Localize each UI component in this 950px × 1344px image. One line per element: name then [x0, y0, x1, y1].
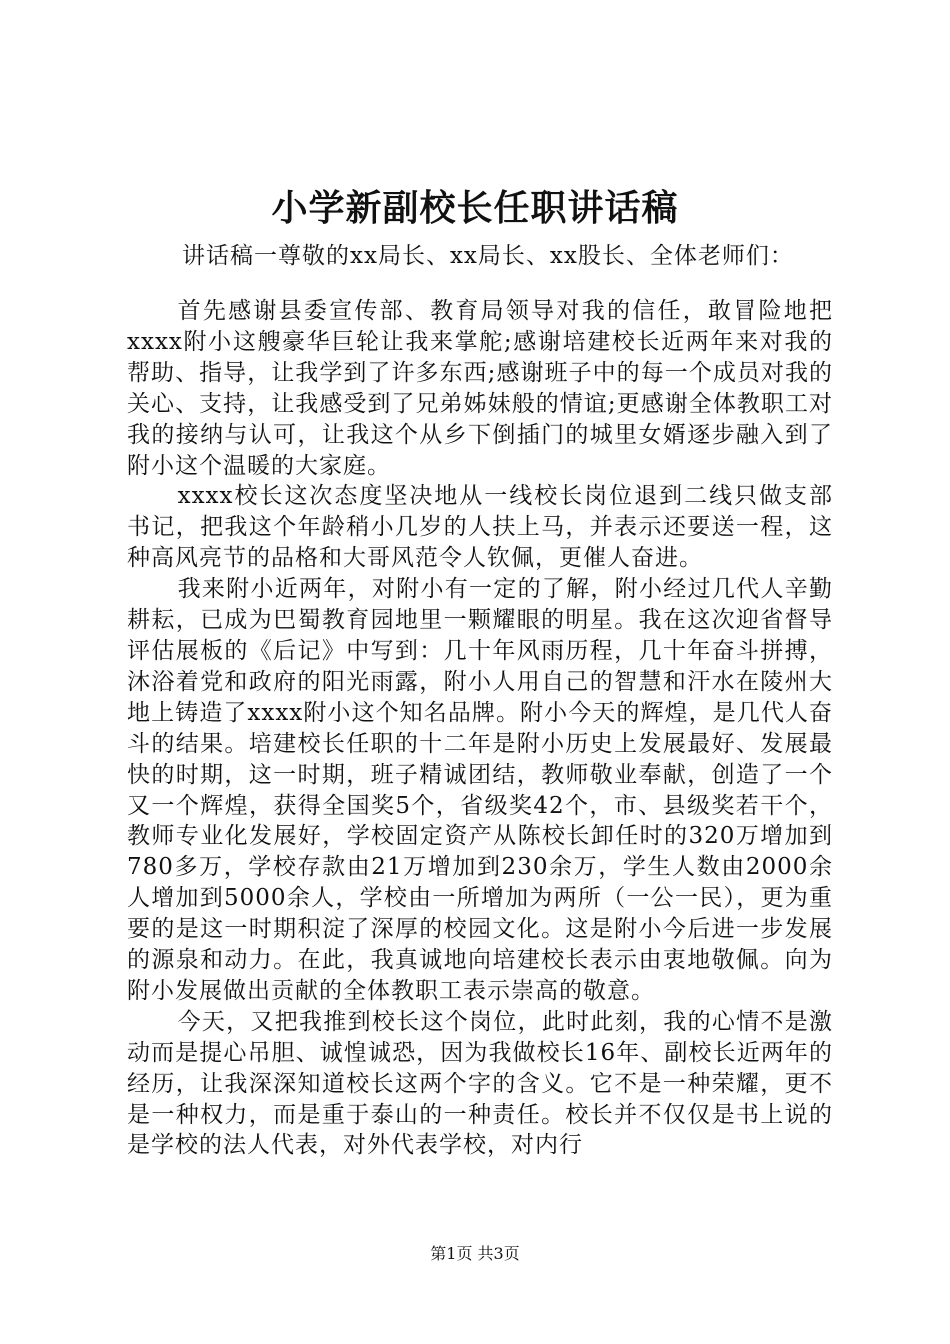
paragraph-2: xxxx校长这次态度坚决地从一线校长岗位退到二线只做支部书记，把我这个年龄稍小几岁的人扶上马，并表示还要送一程，这种高风亮节的品格和大哥风范令人钦佩，更催人奋进。 — [127, 483, 833, 572]
paragraph-3: 我来附小近两年，对附小有一定的了解，附小经过几代人辛勤耕耘，已成为巴蜀教育园地里一颗耀眼的明星。我在这次迎省督导评估展板的《后记》中写到：几十年风雨历程，几十年奋斗拼搏，沐浴着党和政府的阳光雨露，附小人用自己的智慧和汗水在陵州大地上铸造了xxxx附小这个知名品牌。附小今天的辉煌，是几代人奋斗的结果。培建校长任职的十二年是附小历史上发展最好、发展最快的时期，这一时期，班子精诚团结，教师敬业奉献，创造了一个又一个辉煌，获得全国奖5个，省级奖42个，市、县级奖若干个，教师专业化发展好，学校固定资产从陈校长卸任时的320万增加到780多万，学校存款由21万增加到230余万，学生人数由2000余人增加到5000余人，学校由一所增加为两所（一公一民），更为重要的是这一时期积淀了深厚的校园文化。这是附小今后进一步发展的源泉和动力。在此，我真诚地向培建校长表示由衷地敬佩。向为附小发展做出贡献的全体教职工表示崇高的敬意。 — [127, 576, 833, 1004]
document-body — [127, 296, 833, 1161]
page-number-footer: 第1页 共3页 — [430, 1244, 520, 1263]
greeting-line: 讲话稿一尊敬的xx局长、xx局长、xx股长、全体老师们： — [182, 243, 794, 269]
paragraph-4: 今天，又把我推到校长这个岗位，此时此刻，我的心情不是激动而是提心吊胆、诚惶诚恐，因为我做校长16年、副校长近两年的经历，让我深深知道校长这两个字的含义。它不是一种荣耀，更不是一种权力，而是重于泰山的一种责任。校长并不仅仅是书上说的是学校的法人代表，对外代表学校，对内行 — [127, 1008, 833, 1159]
document-title: 小学新副校长任职讲话稿 — [271, 187, 679, 229]
paragraph-1: 首先感谢县委宣传部、教育局领导对我的信任，敢冒险地把xxxx附小这艘豪华巨轮让我来掌舵;感谢培建校长近两年来对我的帮助、指导，让我学到了许多东西;感谢班子中的每一个成员对我的关心、支持，让我感受到了兄弟姊妹般的情谊;更感谢全体教职工对我的接纳与认可，让我这个从乡下倒插门的城里女婿逐步融入到了附小这个温暖的大家庭。 — [127, 298, 833, 479]
